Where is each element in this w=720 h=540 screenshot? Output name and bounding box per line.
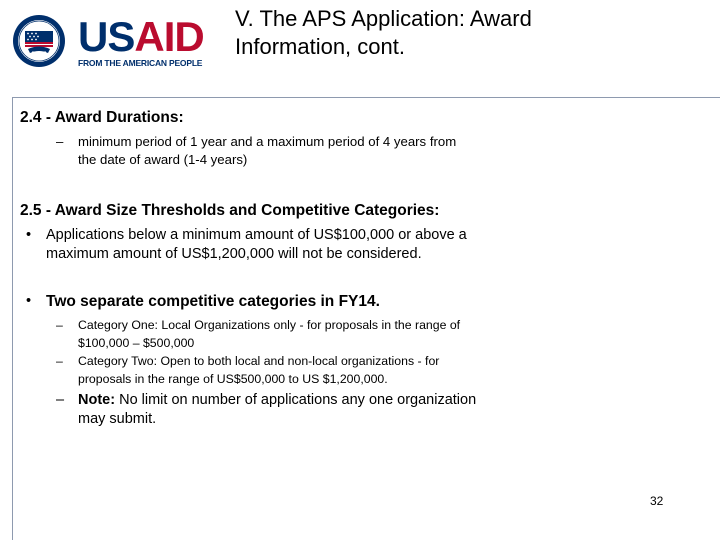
threshold-line-1: Applications below a minimum amount of US$100,000 or above a [46,227,467,243]
duration-line-2: the date of award (1-4 years) [78,152,248,167]
category-one-line-1: Category One: Local Organizations only - for proposals in the range of [78,318,461,332]
category-one-line-2: $100,000 – $500,000 [78,336,195,350]
threshold-line-2: maximum amount of US$1,200,000 will not be considered. [46,246,422,262]
section-heading-award-durations: 2.4 - Award Durations: [20,109,184,126]
bullet-marker: • [26,293,32,309]
wordmark-us: US [78,13,135,60]
title-line-1: V. The APS Application: Award [235,6,532,31]
dash-marker: – [56,318,63,332]
note-label: Note: [78,392,116,408]
category-two-line-1: Category Two: Open to both local and non-local organizations - for [78,354,440,368]
logo-tagline: FROM THE AMERICAN PEOPLE [78,58,203,68]
page-number: 32 [650,494,664,508]
title-line-2: Information, cont. [235,34,405,59]
categories-text: Two separate competitive categories in FY14. [46,293,380,310]
note-line-2: may submit. [78,411,157,427]
duration-line-1: minimum period of 1 year and a maximum period of 4 years from [78,134,457,149]
note-line-1: No limit on number of applications any one organization [115,392,477,408]
section-heading-award-size: 2.5 - Award Size Thresholds and Competitive Categories: [20,202,440,219]
dash-marker: – [56,354,63,368]
bullet-marker: • [26,227,32,243]
dash-marker: – [56,134,64,149]
dash-marker: – [56,392,65,408]
category-two-line-2: proposals in the range of US$500,000 to US $1,200,000. [78,372,388,386]
wordmark-aid: AID [134,13,204,60]
